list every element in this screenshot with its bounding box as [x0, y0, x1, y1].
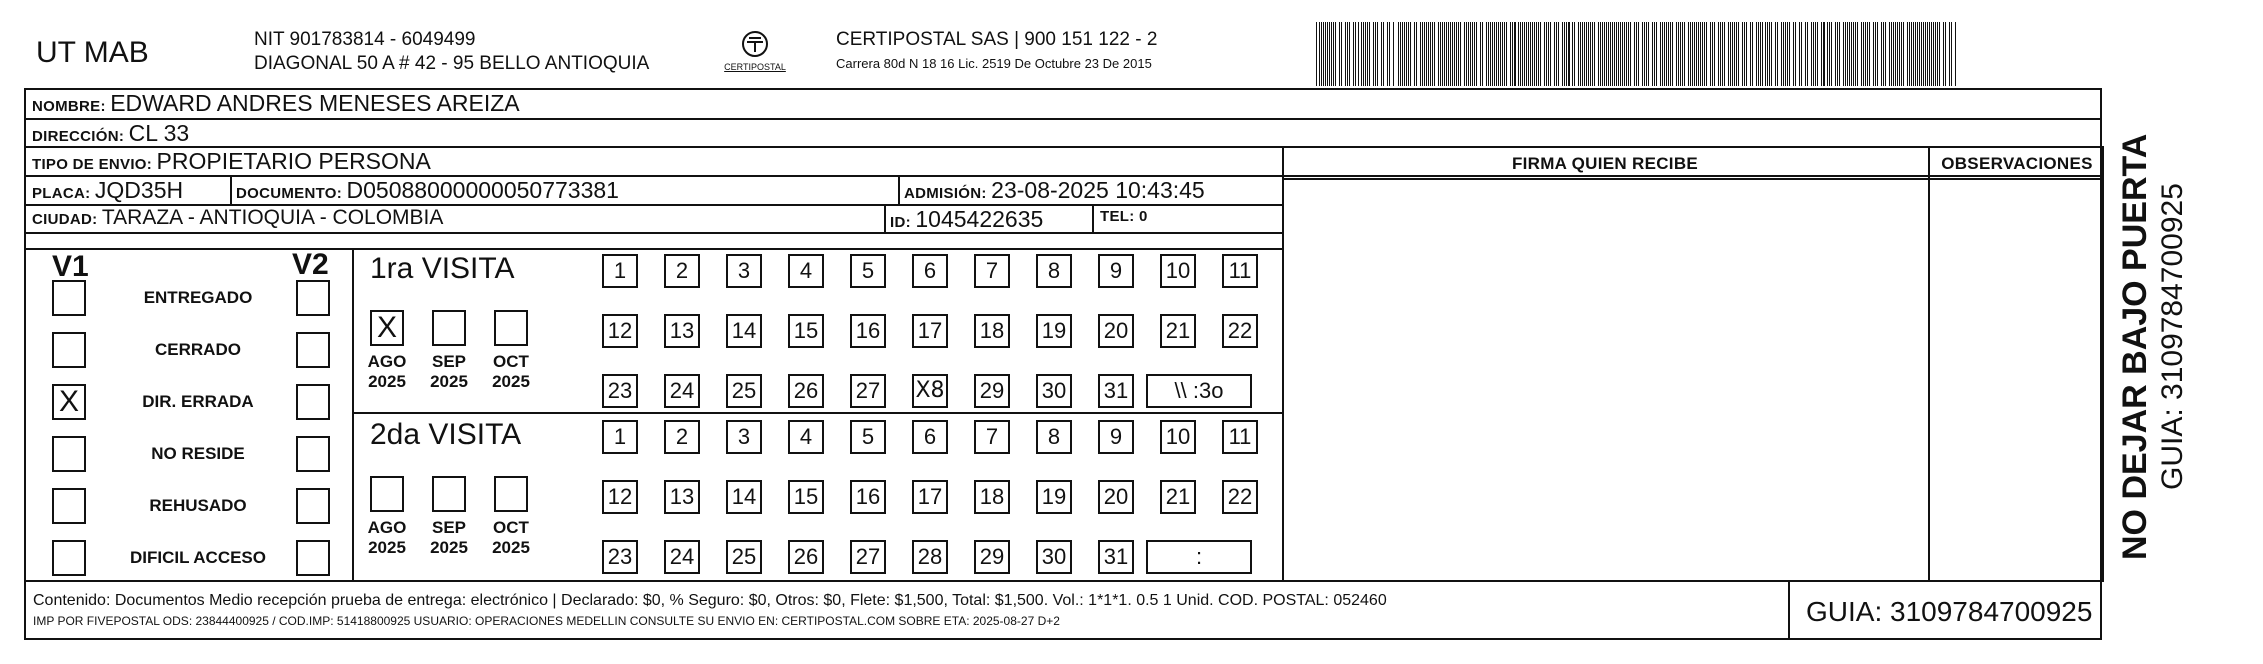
second-visit-day-box[interactable]: 20	[1098, 480, 1134, 514]
second-visit-day-box[interactable]: 4	[788, 420, 824, 454]
first-visit-day-box[interactable]: 14	[726, 314, 762, 348]
first-visit-day-box[interactable]: 16	[850, 314, 886, 348]
status-label: REHUSADO	[149, 496, 247, 515]
second-visit-day-box[interactable]: 9	[1098, 420, 1134, 454]
footer-guia: GUIA: 3109784700925	[1806, 596, 2093, 627]
footer-imp: IMP POR FIVEPOSTAL ODS: 23844400925 / COD.IMP: 51418800925 USUARIO: OPERACIONES MEDELLIN CONSULTE SU ENVIO EN: CERTIPOSTAL.COM SOBRE ETA: 2025-08-27 D+2	[33, 614, 1060, 628]
first-visit-day-box[interactable]: 23	[602, 374, 638, 408]
v2-checkbox[interactable]	[296, 384, 330, 420]
barcode	[1316, 22, 1956, 86]
first-visit-month-checkbox[interactable]	[432, 310, 466, 346]
documento-label: DOCUMENTO:	[236, 185, 343, 202]
tel-label: TEL:	[1100, 208, 1135, 225]
certipostal-sub: Carrera 80d N 18 16 Lic. 2519 De Octubre 23 De 2015	[836, 56, 1152, 71]
no-dejar-bajo-puerta: NO DEJAR BAJO PUERTA	[2116, 133, 2154, 560]
first-visit-day-box[interactable]: 6	[912, 254, 948, 288]
admision-label: ADMISIÓN:	[904, 185, 987, 202]
first-visit-day-box[interactable]: 9	[1098, 254, 1134, 288]
second-visit-month-label	[365, 518, 409, 558]
first-visit-month-label	[365, 352, 409, 392]
tipo-value: PROPIETARIO PERSONA	[156, 148, 431, 174]
second-visit-day-box[interactable]: 26	[788, 540, 824, 574]
direccion-label: DIRECCIÓN:	[32, 128, 125, 145]
second-visit-title: 2da VISITA	[370, 418, 522, 451]
certipostal-info	[836, 28, 1157, 76]
firma-header: FIRMA QUIEN RECIBE	[1511, 154, 1699, 173]
v2-header: V2	[292, 248, 329, 281]
first-visit-day-box[interactable]: 19	[1036, 314, 1072, 348]
v2-checkbox[interactable]	[296, 488, 330, 524]
first-visit-day-box[interactable]: 17	[912, 314, 948, 348]
v2-checkbox[interactable]	[296, 436, 330, 472]
first-visit-day-box[interactable]: 29	[974, 374, 1010, 408]
nit-line: NIT 901783814 - 6049499	[254, 29, 476, 50]
direccion-row	[32, 120, 189, 147]
v1-checkbox[interactable]	[52, 436, 86, 472]
second-visit-month-checkbox[interactable]	[370, 476, 404, 512]
placa-value: JQD35H	[94, 177, 184, 203]
first-visit-month-label	[489, 352, 533, 392]
second-visit-month-checkbox[interactable]	[432, 476, 466, 512]
certipostal-line: CERTIPOSTAL SAS | 900 151 122 - 2	[836, 29, 1158, 50]
tel-field	[1100, 208, 1148, 226]
second-visit-day-box[interactable]: 10	[1160, 420, 1196, 454]
second-visit-month-checkbox[interactable]	[494, 476, 528, 512]
footer-frame	[24, 582, 2102, 640]
status-label: NO RESIDE	[151, 444, 245, 463]
id-label: ID:	[890, 214, 911, 231]
first-visit-time-box[interactable]: \\ :3o	[1146, 374, 1252, 408]
first-visit-day-box[interactable]: 11	[1222, 254, 1258, 288]
v1-checkbox[interactable]: X	[52, 384, 86, 420]
v1-header: V1	[52, 250, 89, 283]
second-visit-month-label	[427, 518, 471, 558]
second-visit-day-box[interactable]: 1	[602, 420, 638, 454]
month-year: 2025	[430, 538, 468, 557]
second-visit-day-box[interactable]: 27	[850, 540, 886, 574]
documento-field	[236, 177, 619, 204]
id-value: 1045422635	[915, 206, 1044, 232]
second-visit-month-label	[489, 518, 533, 558]
second-visit-day-box[interactable]: 19	[1036, 480, 1072, 514]
month-year: 2025	[430, 372, 468, 391]
first-visit-day-box[interactable]: 21	[1160, 314, 1196, 348]
v2-checkbox[interactable]	[296, 540, 330, 576]
month-year: 2025	[492, 372, 530, 391]
company-info	[254, 28, 649, 76]
tel-value: 0	[1138, 208, 1148, 225]
placa-field	[32, 177, 183, 204]
second-visit-day-box[interactable]: 28	[912, 540, 948, 574]
second-visit-day-box[interactable]: 29	[974, 540, 1010, 574]
first-visit-month-label	[427, 352, 471, 392]
first-visit-day-box[interactable]: 24	[664, 374, 700, 408]
second-visit-day-box[interactable]: 8	[1036, 420, 1072, 454]
second-visit-day-box[interactable]: 25	[726, 540, 762, 574]
first-visit-day-box[interactable]: 20	[1098, 314, 1134, 348]
first-visit-day-box[interactable]: 15	[788, 314, 824, 348]
first-visit-day-box[interactable]: 12	[602, 314, 638, 348]
placa-label: PLACA:	[32, 185, 91, 202]
second-visit-day-box[interactable]: 23	[602, 540, 638, 574]
second-visit-day-box[interactable]: 7	[974, 420, 1010, 454]
month-year: 2025	[492, 538, 530, 557]
second-visit-day-box[interactable]: 18	[974, 480, 1010, 514]
second-visit-day-box[interactable]: 31	[1098, 540, 1134, 574]
ciudad-value: TARAZA - ANTIOQUIA - COLOMBIA	[101, 206, 444, 229]
first-visit-day-box[interactable]: 30	[1036, 374, 1072, 408]
first-visit-day-box[interactable]: 31	[1098, 374, 1134, 408]
second-visit-day-box[interactable]: 15	[788, 480, 824, 514]
month-name: OCT	[493, 352, 529, 371]
status-label: CERRADO	[155, 340, 241, 359]
second-visit-day-box[interactable]: 6	[912, 420, 948, 454]
month-name: SEP	[431, 518, 467, 537]
ciudad-field	[32, 206, 443, 230]
second-visit-day-box[interactable]: 22	[1222, 480, 1258, 514]
first-visit-day-box[interactable]: 13	[664, 314, 700, 348]
side-guia: GUIA: 3109784700925	[2156, 183, 2189, 490]
company-name: UT MAB	[36, 36, 149, 69]
second-visit-day-box[interactable]: 24	[664, 540, 700, 574]
status-label: DIFICIL ACCESO	[129, 548, 266, 567]
month-name: SEP	[431, 352, 467, 371]
first-visit-day-box[interactable]: 3	[726, 254, 762, 288]
first-visit-day-box[interactable]: 10	[1160, 254, 1196, 288]
logo-text: CERTIPOSTAL	[724, 62, 786, 72]
second-visit-day-box[interactable]: 2	[664, 420, 700, 454]
first-visit-day-box[interactable]: X8	[912, 374, 948, 408]
footer-contenido: Contenido: Documentos Medio recepción prueba de entrega: electrónico | Declarado: $0, % Seguro: $0, Otros: $0, Flete: $1,500, Total: $1,500. Vol.: 1*1*1. 0.5 1 Unid. COD. POSTAL: 052460	[33, 592, 1387, 609]
first-visit-day-box[interactable]: 1	[602, 254, 638, 288]
first-visit-month-checkbox[interactable]: X	[370, 310, 404, 346]
first-visit-day-box[interactable]: 5	[850, 254, 886, 288]
documento-value: D05088000000050773381	[346, 177, 619, 203]
address-line: DIAGONAL 50 A # 42 - 95 BELLO ANTIOQUIA	[254, 53, 650, 74]
second-visit-day-box[interactable]: 13	[664, 480, 700, 514]
v2-checkbox[interactable]	[296, 280, 330, 316]
first-visit-day-box[interactable]: 8	[1036, 254, 1072, 288]
tipo-label: TIPO DE ENVIO:	[32, 156, 153, 173]
first-visit-day-box[interactable]: 26	[788, 374, 824, 408]
first-visit-month-checkbox[interactable]	[494, 310, 528, 346]
tipo-row	[32, 148, 431, 175]
nombre-value: EDWARD ANDRES MENESES AREIZA	[110, 90, 520, 116]
v1-checkbox[interactable]	[52, 332, 86, 368]
nombre-label: NOMBRE:	[32, 98, 106, 115]
v1-checkbox[interactable]	[52, 488, 86, 524]
month-name: AGO	[367, 352, 407, 371]
first-visit-day-box[interactable]: 2	[664, 254, 700, 288]
second-visit-day-box[interactable]: 30	[1036, 540, 1072, 574]
admision-value: 23-08-2025 10:43:45	[991, 177, 1205, 203]
second-visit-day-box[interactable]: 16	[850, 480, 886, 514]
second-visit-time-box[interactable]: :	[1146, 540, 1252, 574]
first-visit-day-box[interactable]: 27	[850, 374, 886, 408]
v2-checkbox[interactable]	[296, 332, 330, 368]
second-visit-day-box[interactable]: 3	[726, 420, 762, 454]
first-visit-day-box[interactable]: 18	[974, 314, 1010, 348]
second-visit-day-box[interactable]: 21	[1160, 480, 1196, 514]
month-year: 2025	[368, 538, 406, 557]
first-visit-day-box[interactable]: 7	[974, 254, 1010, 288]
admision-field	[904, 177, 1205, 204]
month-name: AGO	[367, 518, 407, 537]
first-visit-day-box[interactable]: 4	[788, 254, 824, 288]
month-name: OCT	[493, 518, 529, 537]
ciudad-label: CIUDAD:	[32, 211, 98, 228]
first-visit-day-box[interactable]: 22	[1222, 314, 1258, 348]
second-visit-day-box[interactable]: 17	[912, 480, 948, 514]
direccion-value: CL 33	[128, 120, 190, 146]
nombre-row	[32, 90, 520, 117]
status-label: ENTREGADO	[143, 288, 253, 307]
second-visit-day-box[interactable]: 14	[726, 480, 762, 514]
status-label: DIR. ERRADA	[142, 392, 254, 411]
second-visit-day-box[interactable]: 11	[1222, 420, 1258, 454]
v1-checkbox[interactable]	[52, 540, 86, 576]
second-visit-day-box[interactable]: 5	[850, 420, 886, 454]
v1-checkbox[interactable]	[52, 280, 86, 316]
id-field	[890, 206, 1043, 233]
observaciones-header: OBSERVACIONES	[1941, 154, 2093, 173]
second-visit-day-box[interactable]: 12	[602, 480, 638, 514]
month-year: 2025	[368, 372, 406, 391]
first-visit-day-box[interactable]: 25	[726, 374, 762, 408]
first-visit-title: 1ra VISITA	[370, 252, 515, 285]
